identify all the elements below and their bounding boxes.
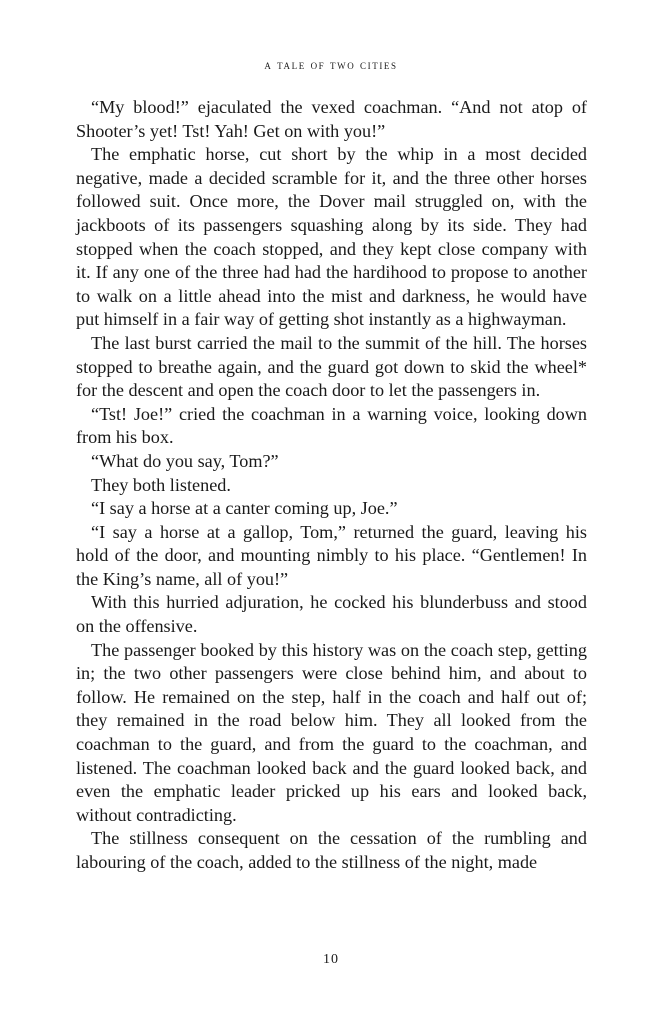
paragraph: The passenger booked by this history was on the coach step, getting in; the two other passengers were close behind him, and about to follow. He remained on the step, half in the coach and half out of; they remained in the road below him. They all looked from the coachman to the guard, and from the guard to the coachman, and listened. The coachman looked back and the guard looked back, and even the emphatic leader pricked up his ears and looked back, without contradicting. [76, 639, 587, 825]
paragraph: The last burst carried the mail to the summit of the hill. The horses stopped to breathe again, and the guard got down to skid the wheel* for the descent and open the coach door to let the passengers in. [76, 332, 587, 401]
paragraph: “Tst! Joe!” cried the coachman in a warning voice, looking down from his box. [76, 403, 587, 448]
paragraph: “My blood!” ejaculated the vexed coachman. “And not atop of Shooter’s yet! Tst! Yah! Get on with you!” [76, 97, 587, 141]
paragraph: The stillness consequent on the cessation of the rumbling and labouring of the coach, added to the stillness of the night, made [76, 828, 587, 872]
body-text [76, 96, 587, 875]
paragraph: The emphatic horse, cut short by the whip in a most decided negative, made a decided scramble for it, and the three other horses followed suit. Once more, the Dover mail struggled on, with the jackboots of its passengers squashing along by its side. They had stopped when the coach stopped, and they kept close company with it. If any one of the three had had the hardihood to propose to another to walk on a little ahead into the mist and darkness, he would have put himself in a fair way of getting shot instantly as a highwayman. [76, 144, 587, 330]
paragraph: With this hurried adjuration, he cocked his blunderbuss and stood on the offensive. [76, 592, 587, 637]
page-number: 10 [323, 952, 339, 967]
paragraph: “I say a horse at a gallop, Tom,” returned the guard, leaving his hold of the door, and mounting nimbly to his place. “Gentlemen! In the King’s name, all of you!” [76, 521, 587, 589]
paragraph: They both listened. [91, 474, 231, 495]
paragraph: “What do you say, Tom?” [91, 450, 279, 471]
paragraph: “I say a horse at a canter coming up, Joe.” [91, 498, 398, 519]
running-head: a tale of two cities [264, 58, 398, 72]
